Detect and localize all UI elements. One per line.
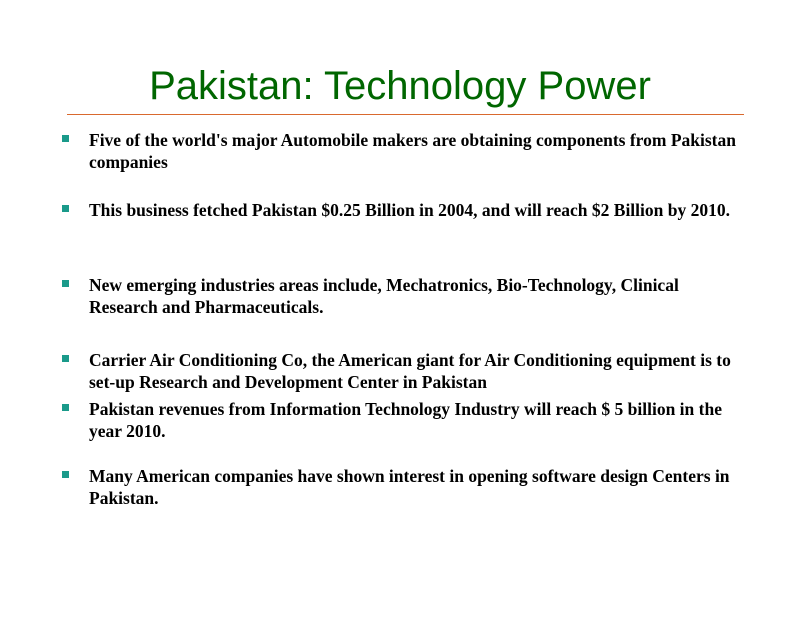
bullet-item (62, 349, 742, 393)
square-bullet-icon (62, 205, 69, 212)
bullet-text: Five of the world's major Automobile makers are obtaining components from Pakistan companies (89, 130, 736, 172)
bullet-text: Carrier Air Conditioning Co, the American giant for Air Conditioning equipment is to set-up Research and Development Center in Pakistan (89, 350, 731, 392)
bullet-text: Many American companies have shown interest in opening software design Centers in Pakistan. (89, 466, 730, 508)
slide-title: Pakistan: Technology Power (149, 64, 651, 108)
bullet-item (62, 129, 742, 173)
square-bullet-icon (62, 135, 69, 142)
bullet-text: This business fetched Pakistan $0.25 Billion in 2004, and will reach $2 Billion by 2010. (89, 200, 730, 220)
bullet-text: Pakistan revenues from Information Technology Industry will reach $ 5 billion in the year 2010. (89, 399, 722, 441)
bullet-item (62, 199, 742, 221)
bullet-text: New emerging industries areas include, Mechatronics, Bio-Technology, Clinical Research and Pharmaceuticals. (89, 275, 679, 317)
square-bullet-icon (62, 471, 69, 478)
bullet-item (62, 398, 742, 442)
bullet-item (62, 465, 742, 509)
square-bullet-icon (62, 355, 69, 362)
square-bullet-icon (62, 404, 69, 411)
bullet-item (62, 274, 742, 318)
square-bullet-icon (62, 280, 69, 287)
